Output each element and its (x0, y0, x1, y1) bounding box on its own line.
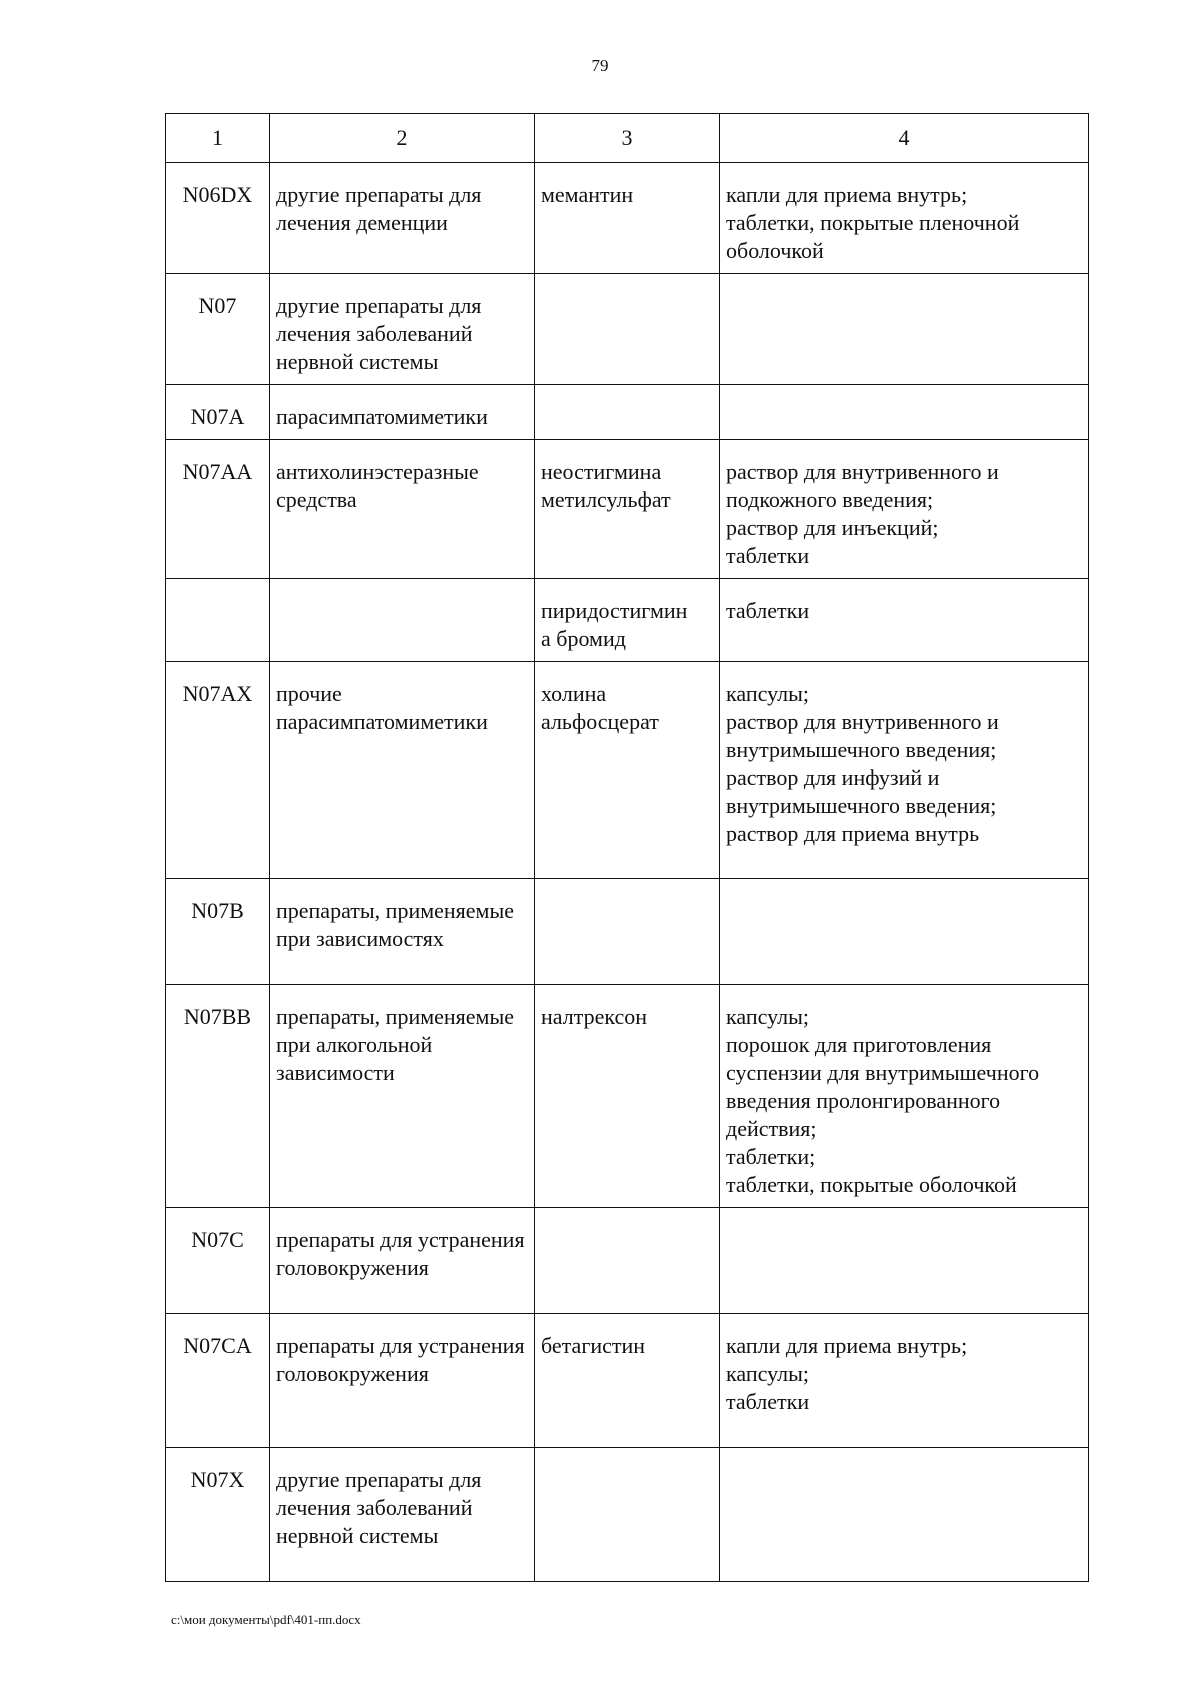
substance-cell: налтрексон (535, 985, 720, 1208)
group-cell: антихолинэстеразные средства (270, 440, 535, 579)
table-row (166, 440, 1089, 579)
column-header-3: 3 (535, 114, 720, 163)
group-cell: другие препараты для лечения деменции (270, 163, 535, 274)
group-cell (270, 579, 535, 662)
column-header-1: 1 (166, 114, 270, 163)
column-header-4: 4 (720, 114, 1089, 163)
atc-code-cell: N07A (166, 385, 270, 440)
table-row (166, 879, 1089, 985)
substance-cell: неостигмина метилсульфат (535, 440, 720, 579)
table-header-row (166, 114, 1089, 163)
atc-code-cell (166, 579, 270, 662)
table-row (166, 1448, 1089, 1582)
table-row (166, 274, 1089, 385)
atc-code-cell: N07C (166, 1208, 270, 1314)
drug-table (165, 113, 1089, 1582)
table-row (166, 662, 1089, 879)
table-row (166, 985, 1089, 1208)
substance-cell: мемантин (535, 163, 720, 274)
dosage-form-cell (720, 385, 1089, 440)
atc-code-cell: N07X (166, 1448, 270, 1582)
substance-cell (535, 879, 720, 985)
table-row (166, 1314, 1089, 1448)
substance-cell: бетагистин (535, 1314, 720, 1448)
group-cell: другие препараты для лечения заболеваний нервной системы (270, 1448, 535, 1582)
atc-code-cell: N06DX (166, 163, 270, 274)
dosage-form-cell: капли для приема внутрь; таблетки, покрытые пленочной оболочкой (720, 163, 1089, 274)
table-row (166, 385, 1089, 440)
group-cell: другие препараты для лечения заболеваний нервной системы (270, 274, 535, 385)
group-cell: препараты для устранения головокружения (270, 1208, 535, 1314)
atc-code-cell: N07CA (166, 1314, 270, 1448)
dosage-form-cell: раствор для внутривенного и подкожного введения; раствор для инъекций; таблетки (720, 440, 1089, 579)
atc-code-cell: N07B (166, 879, 270, 985)
substance-cell (535, 274, 720, 385)
table-row (166, 1208, 1089, 1314)
substance-cell (535, 1208, 720, 1314)
group-cell: препараты, применяемые при алкогольной зависимости (270, 985, 535, 1208)
dosage-form-cell (720, 274, 1089, 385)
dosage-form-cell (720, 1208, 1089, 1314)
column-header-2: 2 (270, 114, 535, 163)
dosage-form-cell (720, 1448, 1089, 1582)
table-row (166, 163, 1089, 274)
group-cell: препараты для устранения головокружения (270, 1314, 535, 1448)
substance-cell (535, 385, 720, 440)
dosage-form-cell: таблетки (720, 579, 1089, 662)
group-cell: препараты, применяемые при зависимостях (270, 879, 535, 985)
atc-code-cell: N07AX (166, 662, 270, 879)
substance-cell (535, 1448, 720, 1582)
group-cell: парасимпатомиметики (270, 385, 535, 440)
group-cell: прочие парасимпатомиметики (270, 662, 535, 879)
dosage-form-cell: капсулы; порошок для приготовления суспензии для внутримышечного введения пролонгированного действия; таблетки; таблетки, покрытые оболочкой (720, 985, 1089, 1208)
dosage-form-cell (720, 879, 1089, 985)
substance-cell: пиридостигмин а бромид (535, 579, 720, 662)
page-number: 79 (591, 56, 609, 75)
atc-code-cell: N07BB (166, 985, 270, 1208)
atc-code-cell: N07AA (166, 440, 270, 579)
dosage-form-cell: капсулы; раствор для внутривенного и внутримышечного введения; раствор для инфузий и внутримышечного введения; раствор для приема внутрь (720, 662, 1089, 879)
footer-file-path: c:\мои документы\pdf\401-пп.docx (171, 1612, 361, 1627)
table-row (166, 579, 1089, 662)
atc-code-cell: N07 (166, 274, 270, 385)
dosage-form-cell: капли для приема внутрь; капсулы; таблетки (720, 1314, 1089, 1448)
substance-cell: холина альфосцерат (535, 662, 720, 879)
